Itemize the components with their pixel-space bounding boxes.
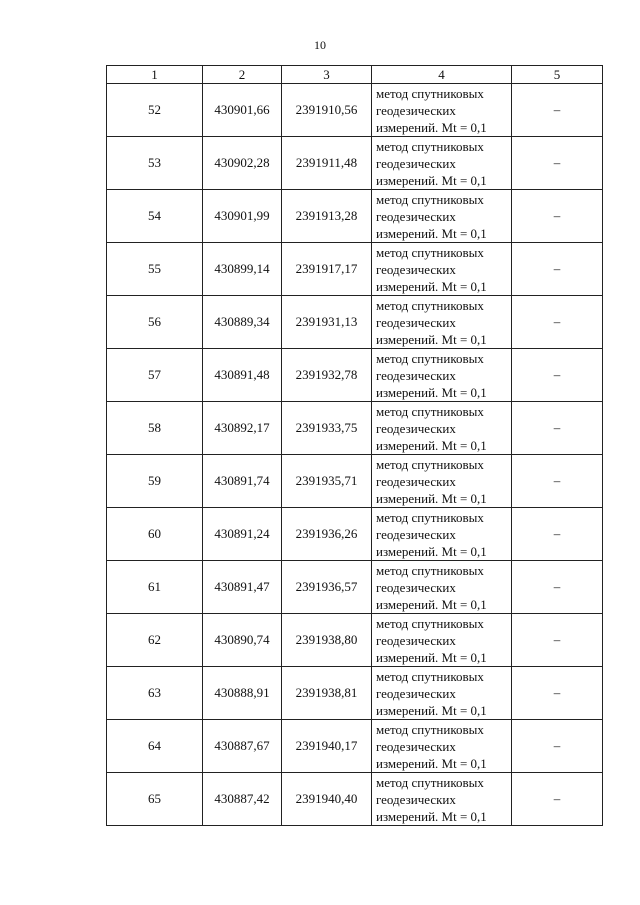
- note-cell: –: [512, 296, 603, 349]
- y-coordinate-cell: 2391910,56: [282, 84, 372, 137]
- point-number-cell: 62: [107, 614, 203, 667]
- method-line: измерений. Mt = 0,1: [376, 808, 487, 824]
- column-header: 5: [512, 66, 603, 84]
- table-row: [107, 190, 603, 243]
- method-line: геодезических: [376, 367, 456, 383]
- method-line: метод спутниковых: [376, 138, 484, 154]
- method-cell: [372, 137, 512, 190]
- table-row: [107, 508, 603, 561]
- x-coordinate-cell: 430891,74: [203, 455, 282, 508]
- method-line: метод спутниковых: [376, 615, 484, 631]
- table-row: [107, 614, 603, 667]
- method-line: метод спутниковых: [376, 456, 484, 472]
- method-line: измерений. Mt = 0,1: [376, 543, 487, 559]
- point-number-cell: 60: [107, 508, 203, 561]
- method-line: геодезических: [376, 261, 456, 277]
- method-line: геодезических: [376, 791, 456, 807]
- method-cell: [372, 243, 512, 296]
- column-header: 3: [282, 66, 372, 84]
- point-number-cell: 65: [107, 773, 203, 826]
- method-line: геодезических: [376, 473, 456, 489]
- method-line: измерений. Mt = 0,1: [376, 437, 487, 453]
- y-coordinate-cell: 2391931,13: [282, 296, 372, 349]
- note-cell: –: [512, 402, 603, 455]
- method-cell: [372, 561, 512, 614]
- y-coordinate-cell: 2391913,28: [282, 190, 372, 243]
- method-line: измерений. Mt = 0,1: [376, 490, 487, 506]
- point-number-cell: 54: [107, 190, 203, 243]
- table-row: [107, 773, 603, 826]
- method-line: геодезических: [376, 738, 456, 754]
- method-cell: [372, 508, 512, 561]
- point-number-cell: 52: [107, 84, 203, 137]
- method-line: измерений. Mt = 0,1: [376, 755, 487, 771]
- table-row: [107, 84, 603, 137]
- y-coordinate-cell: 2391940,17: [282, 720, 372, 773]
- method-line: геодезических: [376, 685, 456, 701]
- note-cell: –: [512, 137, 603, 190]
- x-coordinate-cell: 430899,14: [203, 243, 282, 296]
- x-coordinate-cell: 430889,34: [203, 296, 282, 349]
- x-coordinate-cell: 430901,66: [203, 84, 282, 137]
- point-number-cell: 55: [107, 243, 203, 296]
- method-line: метод спутниковых: [376, 85, 484, 101]
- method-line: измерений. Mt = 0,1: [376, 331, 487, 347]
- table-body: [107, 84, 603, 826]
- x-coordinate-cell: 430890,74: [203, 614, 282, 667]
- y-coordinate-cell: 2391938,80: [282, 614, 372, 667]
- method-line: геодезических: [376, 102, 456, 118]
- point-number-cell: 59: [107, 455, 203, 508]
- point-number-cell: 63: [107, 667, 203, 720]
- note-cell: –: [512, 667, 603, 720]
- method-cell: [372, 402, 512, 455]
- method-line: геодезических: [376, 579, 456, 595]
- method-line: измерений. Mt = 0,1: [376, 119, 487, 135]
- table-row: [107, 296, 603, 349]
- method-line: геодезических: [376, 420, 456, 436]
- note-cell: –: [512, 508, 603, 561]
- table-row: [107, 561, 603, 614]
- x-coordinate-cell: 430892,17: [203, 402, 282, 455]
- method-cell: [372, 349, 512, 402]
- method-line: измерений. Mt = 0,1: [376, 172, 487, 188]
- note-cell: –: [512, 614, 603, 667]
- note-cell: –: [512, 773, 603, 826]
- method-line: метод спутниковых: [376, 509, 484, 525]
- y-coordinate-cell: 2391911,48: [282, 137, 372, 190]
- method-cell: [372, 190, 512, 243]
- table-row: [107, 137, 603, 190]
- method-line: метод спутниковых: [376, 403, 484, 419]
- y-coordinate-cell: 2391938,81: [282, 667, 372, 720]
- method-line: метод спутниковых: [376, 562, 484, 578]
- x-coordinate-cell: 430901,99: [203, 190, 282, 243]
- x-coordinate-cell: 430891,24: [203, 508, 282, 561]
- method-line: геодезических: [376, 526, 456, 542]
- column-header: 1: [107, 66, 203, 84]
- table-header-row: [107, 66, 603, 84]
- x-coordinate-cell: 430888,91: [203, 667, 282, 720]
- method-cell: [372, 84, 512, 137]
- method-cell: [372, 773, 512, 826]
- x-coordinate-cell: 430887,67: [203, 720, 282, 773]
- method-line: геодезических: [376, 632, 456, 648]
- note-cell: –: [512, 349, 603, 402]
- column-header: 2: [203, 66, 282, 84]
- method-cell: [372, 614, 512, 667]
- y-coordinate-cell: 2391940,40: [282, 773, 372, 826]
- x-coordinate-cell: 430902,28: [203, 137, 282, 190]
- point-number-cell: 56: [107, 296, 203, 349]
- column-header: 4: [372, 66, 512, 84]
- table-row: [107, 402, 603, 455]
- method-line: метод спутниковых: [376, 774, 484, 790]
- method-cell: [372, 720, 512, 773]
- table-row: [107, 667, 603, 720]
- method-line: метод спутниковых: [376, 297, 484, 313]
- method-line: измерений. Mt = 0,1: [376, 649, 487, 665]
- table-row: [107, 243, 603, 296]
- y-coordinate-cell: 2391936,26: [282, 508, 372, 561]
- method-line: метод спутниковых: [376, 244, 484, 260]
- method-cell: [372, 667, 512, 720]
- method-line: метод спутниковых: [376, 721, 484, 737]
- note-cell: –: [512, 243, 603, 296]
- method-line: геодезических: [376, 155, 456, 171]
- method-cell: [372, 296, 512, 349]
- method-line: измерений. Mt = 0,1: [376, 596, 487, 612]
- method-line: измерений. Mt = 0,1: [376, 384, 487, 400]
- point-number-cell: 57: [107, 349, 203, 402]
- x-coordinate-cell: 430891,47: [203, 561, 282, 614]
- method-line: геодезических: [376, 314, 456, 330]
- point-number-cell: 53: [107, 137, 203, 190]
- note-cell: –: [512, 561, 603, 614]
- y-coordinate-cell: 2391936,57: [282, 561, 372, 614]
- note-cell: –: [512, 84, 603, 137]
- x-coordinate-cell: 430887,42: [203, 773, 282, 826]
- point-number-cell: 64: [107, 720, 203, 773]
- point-number-cell: 61: [107, 561, 203, 614]
- note-cell: –: [512, 190, 603, 243]
- note-cell: –: [512, 720, 603, 773]
- table-row: [107, 455, 603, 508]
- method-line: измерений. Mt = 0,1: [376, 702, 487, 718]
- x-coordinate-cell: 430891,48: [203, 349, 282, 402]
- y-coordinate-cell: 2391933,75: [282, 402, 372, 455]
- y-coordinate-cell: 2391917,17: [282, 243, 372, 296]
- method-line: метод спутниковых: [376, 668, 484, 684]
- method-line: метод спутниковых: [376, 350, 484, 366]
- point-number-cell: 58: [107, 402, 203, 455]
- note-cell: –: [512, 455, 603, 508]
- page-number: 10: [314, 38, 326, 52]
- coordinates-table: [106, 65, 603, 826]
- method-line: измерений. Mt = 0,1: [376, 225, 487, 241]
- table-row: [107, 720, 603, 773]
- method-cell: [372, 455, 512, 508]
- method-line: измерений. Mt = 0,1: [376, 278, 487, 294]
- y-coordinate-cell: 2391935,71: [282, 455, 372, 508]
- y-coordinate-cell: 2391932,78: [282, 349, 372, 402]
- method-line: метод спутниковых: [376, 191, 484, 207]
- method-line: геодезических: [376, 208, 456, 224]
- table-row: [107, 349, 603, 402]
